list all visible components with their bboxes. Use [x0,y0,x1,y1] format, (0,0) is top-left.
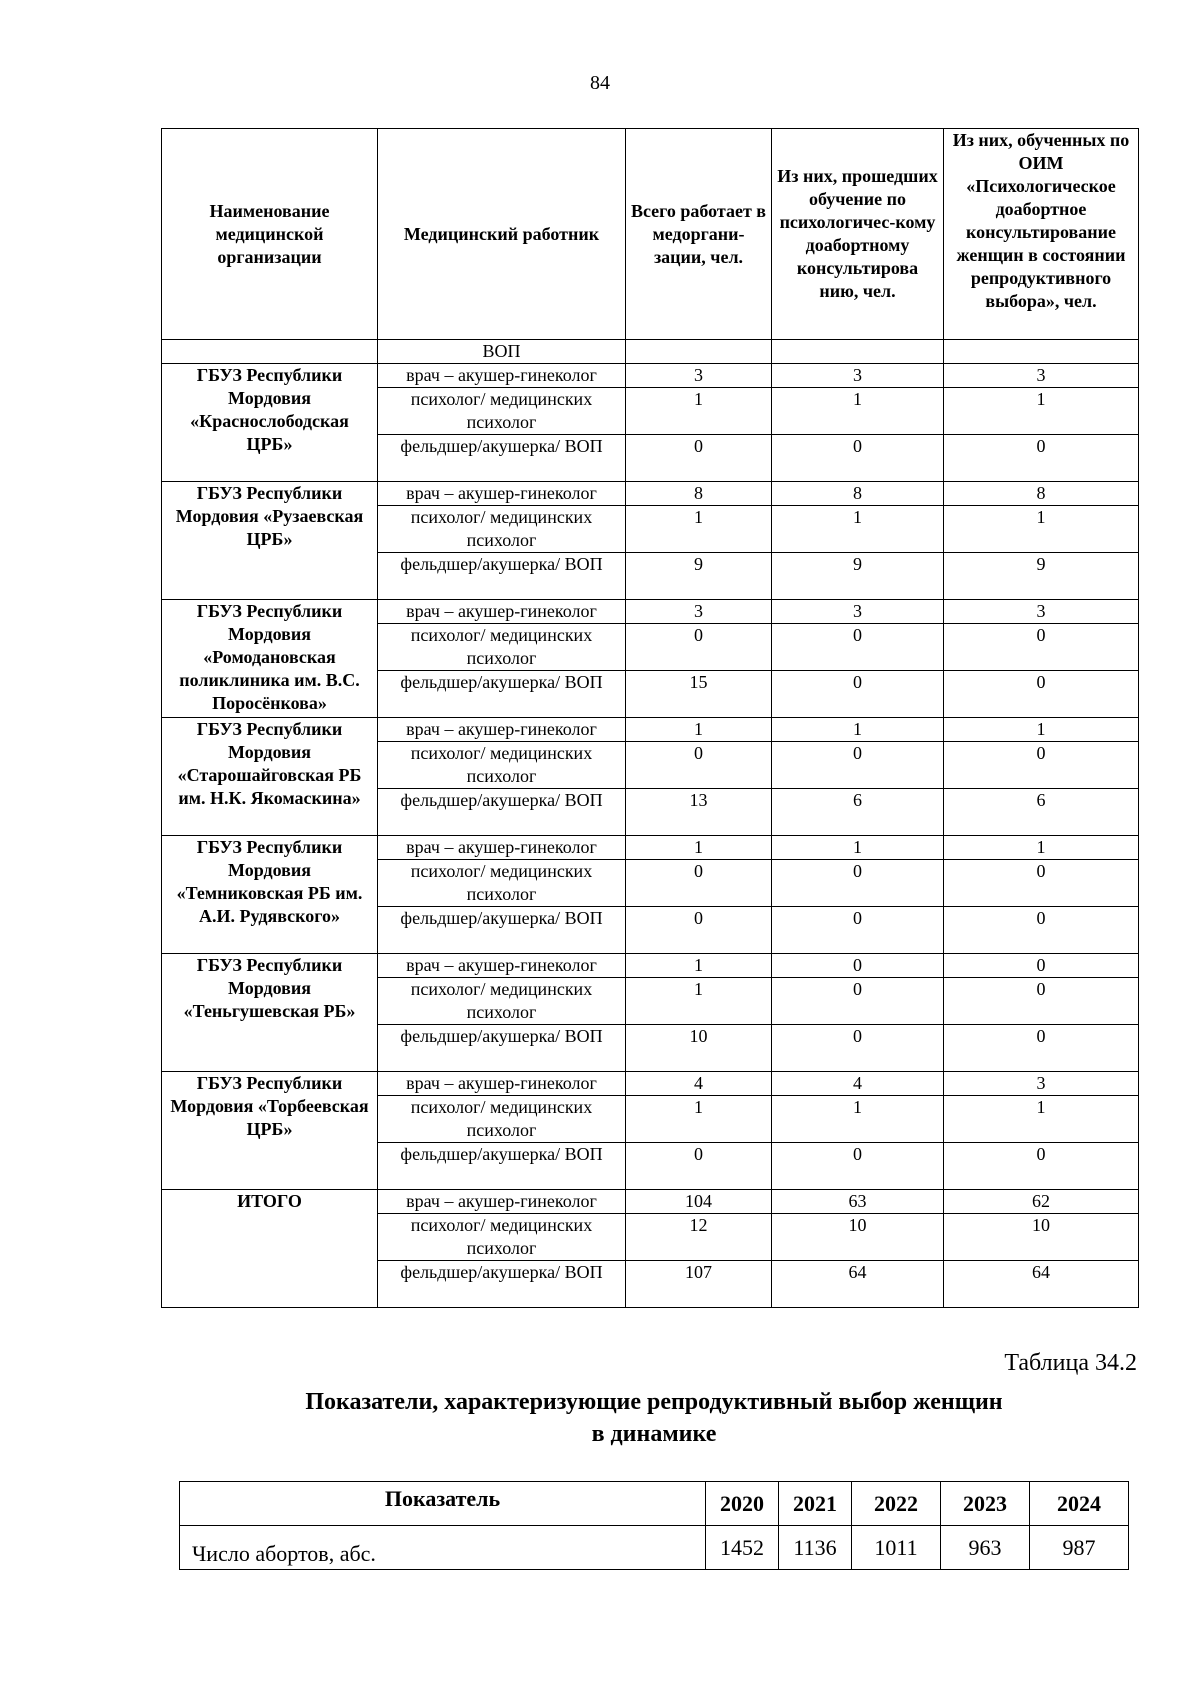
worker-cell: психолог/ медицинских психолог [378,624,626,671]
value-cell: 963 [941,1526,1030,1570]
worker-cell: фельдшер/акушерка/ ВОП [378,1261,626,1308]
trained-cell: 0 [772,1025,944,1072]
org-cell: ГБУЗ Республики Мордовия «Старошайговская РБ им. Н.К. Якомаскина» [162,718,378,836]
table-header-row [180,1482,1129,1526]
total-cell: 1 [626,506,772,553]
table-row [180,1526,1129,1570]
table-title-line-1: Показатели, характеризующие репродуктивный выбор женщин [305,1389,1003,1415]
reproductive-choice-table [179,1481,1129,1570]
header-year: 2020 [706,1482,779,1526]
oim-cell [944,340,1139,364]
header-total: Всего работает в медоргани-зации, чел. [626,129,772,340]
trained-cell: 0 [772,860,944,907]
worker-cell: фельдшер/акушерка/ ВОП [378,907,626,954]
org-cell: ГБУЗ Республики Мордовия «Темниковская РБ им. А.И. Рудявского» [162,836,378,954]
oim-cell: 1 [944,1096,1139,1143]
worker-cell: врач – акушер-гинеколог [378,600,626,624]
total-cell [626,340,772,364]
table-row [162,1072,1139,1096]
total-cell: 104 [626,1190,772,1214]
value-cell: 1452 [706,1526,779,1570]
trained-cell: 0 [772,624,944,671]
header-organization: Наименование медицинской организации [162,129,378,340]
org-cell: ГБУЗ Республики Мордовия «Ромодановская поликлиника им. В.С. Поросёнкова» [162,600,378,718]
oim-cell: 0 [944,1025,1139,1072]
table-title [0,1386,1200,1450]
trained-cell: 1 [772,388,944,435]
oim-cell: 3 [944,1072,1139,1096]
trained-cell: 10 [772,1214,944,1261]
header-trained: Из них, прошедших обучение по психологичес-кому доабортному консультирова нию, чел. [772,129,944,340]
trained-cell: 4 [772,1072,944,1096]
trained-cell: 0 [772,954,944,978]
table-title-line-2: в динамике [591,1421,717,1447]
worker-cell: фельдшер/акушерка/ ВОП [378,671,626,718]
trained-cell: 1 [772,718,944,742]
trained-cell: 0 [772,671,944,718]
total-cell: 8 [626,482,772,506]
header-year: 2023 [941,1482,1030,1526]
table-row [162,954,1139,978]
worker-cell: фельдшер/акушерка/ ВОП [378,553,626,600]
value-cell: 1136 [779,1526,852,1570]
table-header-row [162,129,1139,340]
org-cell [162,340,378,364]
trained-cell: 3 [772,364,944,388]
oim-cell: 0 [944,742,1139,789]
header-worker: Медицинский работник [378,129,626,340]
trained-cell: 1 [772,836,944,860]
oim-cell: 1 [944,506,1139,553]
worker-cell: ВОП [378,340,626,364]
trained-cell: 0 [772,978,944,1025]
trained-cell: 1 [772,506,944,553]
worker-cell: психолог/ медицинских психолог [378,860,626,907]
worker-cell: фельдшер/акушерка/ ВОП [378,789,626,836]
worker-cell: фельдшер/акушерка/ ВОП [378,1025,626,1072]
value-cell: 1011 [852,1526,941,1570]
worker-cell: врач – акушер-гинеколог [378,482,626,506]
worker-cell: фельдшер/акушерка/ ВОП [378,435,626,482]
total-cell: 0 [626,1143,772,1190]
total-cell: 4 [626,1072,772,1096]
trained-cell: 0 [772,907,944,954]
worker-cell: врач – акушер-гинеколог [378,836,626,860]
org-cell: ГБУЗ Республики Мордовия «Краснослободская ЦРБ» [162,364,378,482]
worker-cell: психолог/ медицинских психолог [378,1096,626,1143]
total-cell: 1 [626,978,772,1025]
oim-cell: 0 [944,1143,1139,1190]
table-row [162,364,1139,388]
org-cell: ГБУЗ Республики Мордовия «Торбеевская ЦРБ» [162,1072,378,1190]
table-row [162,718,1139,742]
trained-cell: 63 [772,1190,944,1214]
total-cell: 0 [626,860,772,907]
table-row [162,340,1139,364]
trained-cell: 64 [772,1261,944,1308]
oim-cell: 0 [944,624,1139,671]
trained-cell: 8 [772,482,944,506]
header-year: 2022 [852,1482,941,1526]
total-cell: 0 [626,742,772,789]
worker-cell: психолог/ медицинских психолог [378,388,626,435]
worker-cell: врач – акушер-гинеколог [378,718,626,742]
oim-cell: 8 [944,482,1139,506]
worker-cell: врач – акушер-гинеколог [378,1190,626,1214]
header-indicator: Показатель [180,1482,706,1526]
total-cell: 1 [626,1096,772,1143]
table-row [162,482,1139,506]
worker-cell: врач – акушер-гинеколог [378,1072,626,1096]
oim-cell: 0 [944,671,1139,718]
oim-cell: 10 [944,1214,1139,1261]
trained-cell [772,340,944,364]
oim-cell: 0 [944,954,1139,978]
header-oim-trained: Из них, обученных по ОИМ «Психологическое доабортное консультирование женщин в состоянии репродуктивного выбора», чел. [944,129,1139,340]
table-row [162,600,1139,624]
worker-cell: врач – акушер-гинеколог [378,364,626,388]
value-cell: 987 [1030,1526,1129,1570]
oim-cell: 0 [944,435,1139,482]
table-row [162,836,1139,860]
worker-cell: психолог/ медицинских психолог [378,742,626,789]
total-cell: 0 [626,435,772,482]
total-cell: 1 [626,954,772,978]
worker-cell: врач – акушер-гинеколог [378,954,626,978]
total-cell: 1 [626,836,772,860]
oim-cell: 64 [944,1261,1139,1308]
total-cell: 1 [626,388,772,435]
page-number: 84 [590,72,610,94]
oim-cell: 1 [944,718,1139,742]
trained-cell: 3 [772,600,944,624]
worker-cell: психолог/ медицинских психолог [378,1214,626,1261]
worker-cell: фельдшер/акушерка/ ВОП [378,1143,626,1190]
table-caption: Таблица 34.2 [1004,1350,1137,1376]
org-cell: ИТОГО [162,1190,378,1308]
oim-cell: 0 [944,978,1139,1025]
total-cell: 107 [626,1261,772,1308]
header-year: 2024 [1030,1482,1129,1526]
oim-cell: 1 [944,388,1139,435]
oim-cell: 3 [944,600,1139,624]
oim-cell: 62 [944,1190,1139,1214]
total-cell: 0 [626,907,772,954]
org-cell: ГБУЗ Республики Мордовия «Рузаевская ЦРБ» [162,482,378,600]
total-cell: 3 [626,600,772,624]
trained-cell: 0 [772,1143,944,1190]
oim-cell: 9 [944,553,1139,600]
oim-cell: 0 [944,907,1139,954]
total-cell: 9 [626,553,772,600]
indicator-cell: Число абортов, абс. [180,1526,706,1570]
total-cell: 13 [626,789,772,836]
trained-cell: 1 [772,1096,944,1143]
total-cell: 10 [626,1025,772,1072]
org-cell: ГБУЗ Республики Мордовия «Теньгушевская РБ» [162,954,378,1072]
worker-cell: психолог/ медицинских психолог [378,506,626,553]
oim-cell: 6 [944,789,1139,836]
total-cell: 1 [626,718,772,742]
total-cell: 12 [626,1214,772,1261]
header-year: 2021 [779,1482,852,1526]
staff-training-table [161,128,1139,1308]
total-cell: 0 [626,624,772,671]
oim-cell: 3 [944,364,1139,388]
table-row [162,1190,1139,1214]
worker-cell: психолог/ медицинских психолог [378,978,626,1025]
trained-cell: 0 [772,742,944,789]
trained-cell: 9 [772,553,944,600]
trained-cell: 0 [772,435,944,482]
total-cell: 15 [626,671,772,718]
oim-cell: 0 [944,860,1139,907]
trained-cell: 6 [772,789,944,836]
total-cell: 3 [626,364,772,388]
oim-cell: 1 [944,836,1139,860]
